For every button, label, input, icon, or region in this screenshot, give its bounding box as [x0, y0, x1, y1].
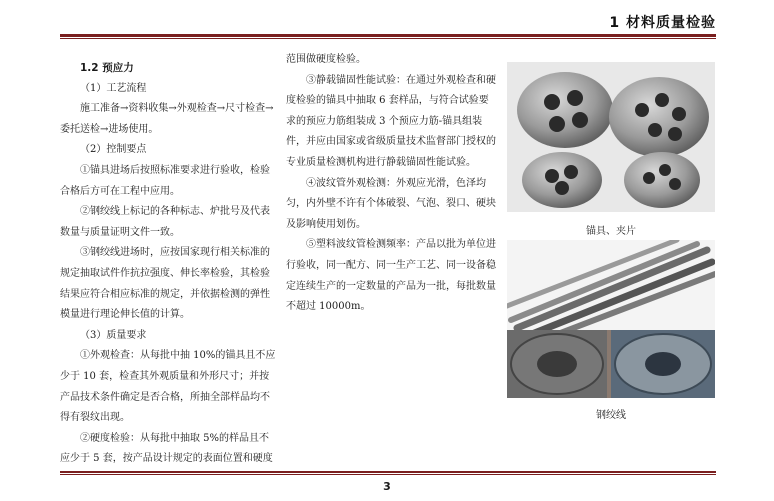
anchor-caption: 锚具、夹片	[586, 226, 636, 237]
strand-photo	[507, 240, 715, 340]
subheading-control: （2）控制要点	[80, 144, 147, 156]
section-heading: 1.2 预应力	[80, 62, 134, 74]
paragraph: ③钢绞线进场时，应按国家现行相关标准的规定抽取试件作抗拉强度、伸长率检验，其检验结果应符合相应标准的规定，并依据检测的弹性模量进行理论伸长值的计算。	[60, 247, 270, 321]
paragraph: ④波纹管外观检测：外观应光滑，色泽均匀，内外壁不许有个体破裂、气泡、裂口、硬块及影响使用划伤。	[286, 177, 496, 230]
header-title: 1 材料质量检验	[609, 15, 716, 31]
paragraph: 范围做硬度检验。	[286, 54, 366, 65]
paragraph: ③静载锚固性能试验：在通过外观检查和硬度检验的锚具中抽取 6 套样品，与符合试验要求的预应力筋组装成 3 个预应力筋-锚具组装件，并应由国家或省级质量技术监督部门授权的专业质量检测机构进行静载锚固性能试验。	[286, 74, 496, 168]
footer-rule-thin	[60, 474, 716, 475]
middle-column	[286, 50, 496, 318]
subheading-quality: （3）质量要求	[80, 329, 147, 341]
paragraph: ①锚具进场后按照标准要求进行验收，检验合格后方可在工程中应用。	[60, 164, 270, 197]
paragraph: ①外观检查：从每批中抽 10%的锚具且不应少于 10 套，检查其外观质量和外形尺寸；并按产品技术条件确定是否合格，所抽全部样品均不得有裂纹出现。	[60, 350, 276, 424]
subheading-process: （1）工艺流程	[80, 82, 147, 94]
paragraph: ⑤塑料波纹管检测频率：产品以批为单位进行验收，同一配方、同一生产工艺、同一设备稳定连续生产的一定数量的产品为一批，每批数量不超过 10000m。	[286, 239, 496, 313]
strand-caption: 钢绞线	[596, 410, 626, 421]
paragraph: 施工准备→资料收集→外观检查→尺寸检查→委托送检→进场使用。	[60, 103, 274, 135]
paragraph: ②硬度检验：从每批中抽取 5%的样品且不应少于 5 套，按产品设计规定的表面位置和硬度	[60, 432, 273, 465]
paragraph: ②钢绞线上标记的各种标志、炉批号及代表数量与质量证明文件一致。	[60, 206, 270, 238]
strand-coils-photo	[507, 330, 715, 398]
header-rule	[60, 34, 716, 37]
footer-rule	[60, 471, 716, 473]
left-column	[60, 58, 278, 470]
page-number: 3	[383, 480, 391, 493]
header-rule-thin	[60, 38, 716, 39]
anchor-photo	[507, 62, 715, 212]
